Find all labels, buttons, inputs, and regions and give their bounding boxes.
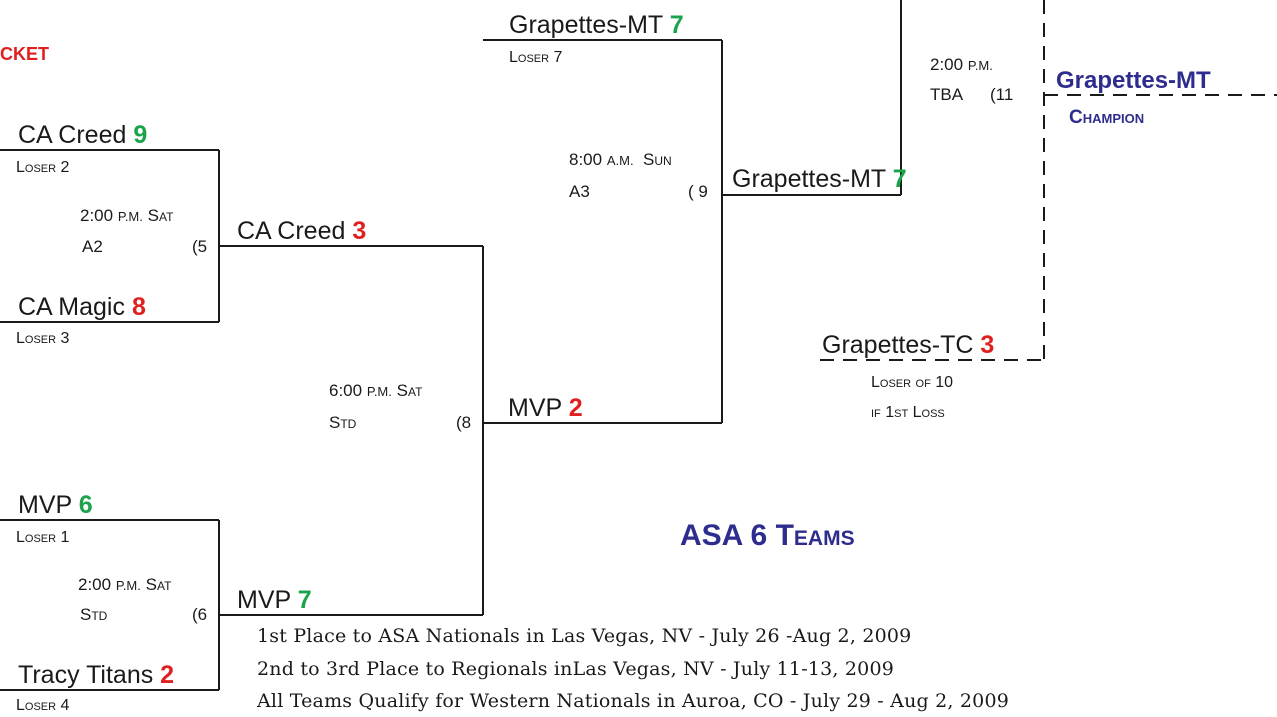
- entry-grapettes-mt-top: [509, 13, 684, 38]
- time-day: Sat: [396, 381, 423, 400]
- team-score: 3: [980, 331, 995, 359]
- entry-sub-loser-1: Loser 1: [16, 529, 70, 546]
- team-name: MVP: [508, 394, 562, 422]
- time-day: Sat: [145, 575, 172, 594]
- team-score: 2: [160, 661, 175, 689]
- game-9-time: [569, 151, 672, 168]
- asa-heading-part1: ASA 6: [680, 519, 776, 552]
- team-name: CA Creed: [18, 121, 127, 149]
- bracket-title: CKET: [0, 44, 49, 64]
- time-value: 2:00: [80, 206, 114, 225]
- team-name: MVP: [237, 586, 291, 614]
- game-5-time: [80, 207, 173, 224]
- game-6-number: (6: [192, 605, 208, 624]
- note-line-3: All Teams Qualify for Western Nationals in Auroa, CO - July 29 - Aug 2, 2009: [257, 690, 1010, 712]
- time-value: 8:00: [569, 150, 603, 169]
- team-score: 3: [352, 217, 367, 245]
- time-ampm: A.M.: [606, 153, 634, 168]
- game-9-field: A3: [569, 182, 590, 201]
- entry-grapettes-tc: [822, 333, 994, 358]
- time-ampm: P.M.: [366, 384, 392, 399]
- game-9-number: ( 9: [688, 182, 708, 201]
- time-ampm: P.M.: [117, 209, 143, 224]
- team-name: Grapettes-MT: [732, 165, 886, 193]
- game-5-field: A2: [82, 237, 103, 256]
- team-name: Grapettes-TC: [822, 331, 974, 359]
- entry-tracy-r1: [18, 663, 174, 688]
- team-name: CA Magic: [18, 293, 125, 321]
- game-11-field: TBA: [930, 85, 964, 104]
- entry-sub-loser-2: Loser 2: [16, 159, 70, 176]
- time-value: 2:00: [78, 575, 112, 594]
- game-6-time: [78, 576, 171, 593]
- time-value: 6:00: [329, 381, 363, 400]
- entry-ca-creed-r1: [18, 123, 147, 148]
- asa-heading: [680, 519, 855, 553]
- team-score: 7: [297, 586, 312, 614]
- note-line-1: 1st Place to ASA Nationals in Las Vegas, NV - July 26 -Aug 2, 2009: [257, 625, 912, 647]
- entry-grapettes-mt-r4: [732, 167, 907, 192]
- game-6-field: Std: [80, 605, 108, 624]
- entry-sub-loser-3: Loser 3: [16, 330, 70, 347]
- team-name: Grapettes-MT: [509, 11, 663, 39]
- entry-ca-creed-r2: [237, 219, 366, 244]
- game-11-time: [930, 56, 993, 73]
- time-day: Sat: [147, 206, 174, 225]
- entry-sub-loser-7: Loser 7: [509, 49, 563, 66]
- game-8-time: [329, 382, 422, 399]
- entry-sub-if-1st-loss: if 1st Loss: [871, 404, 945, 421]
- game-5-number: (5: [192, 237, 208, 256]
- team-score: 7: [892, 165, 907, 193]
- team-score: 2: [568, 394, 583, 422]
- time-ampm: P.M.: [967, 58, 993, 73]
- entry-mvp-r2: [237, 588, 312, 613]
- game-11-number: (11: [990, 85, 1014, 104]
- team-score: 7: [669, 11, 684, 39]
- champion-team: Grapettes-MT: [1056, 67, 1211, 94]
- entry-mvp-r1: [18, 493, 93, 518]
- team-name: Tracy Titans: [18, 661, 154, 689]
- entry-mvp-r3: [508, 396, 583, 421]
- team-score: 9: [133, 121, 148, 149]
- asa-heading-part2: Teams: [775, 519, 855, 552]
- game-8-field: Std: [329, 413, 357, 432]
- game-8-number: (8: [456, 413, 472, 432]
- team-name: MVP: [18, 491, 72, 519]
- team-name: CA Creed: [237, 217, 346, 245]
- entry-sub-loser-of-10: Loser of 10: [871, 374, 954, 391]
- team-score: 6: [78, 491, 93, 519]
- time-ampm: P.M.: [115, 578, 141, 593]
- entry-sub-loser-4: Loser 4: [16, 697, 70, 714]
- entry-ca-magic-r1: [18, 295, 146, 320]
- time-day: Sun: [643, 150, 672, 169]
- team-score: 8: [131, 293, 146, 321]
- note-line-2: 2nd to 3rd Place to Regionals inLas Vegas, NV - July 11-13, 2009: [257, 658, 895, 680]
- champion-label: Champion: [1069, 107, 1145, 128]
- time-value: 2:00: [930, 55, 964, 74]
